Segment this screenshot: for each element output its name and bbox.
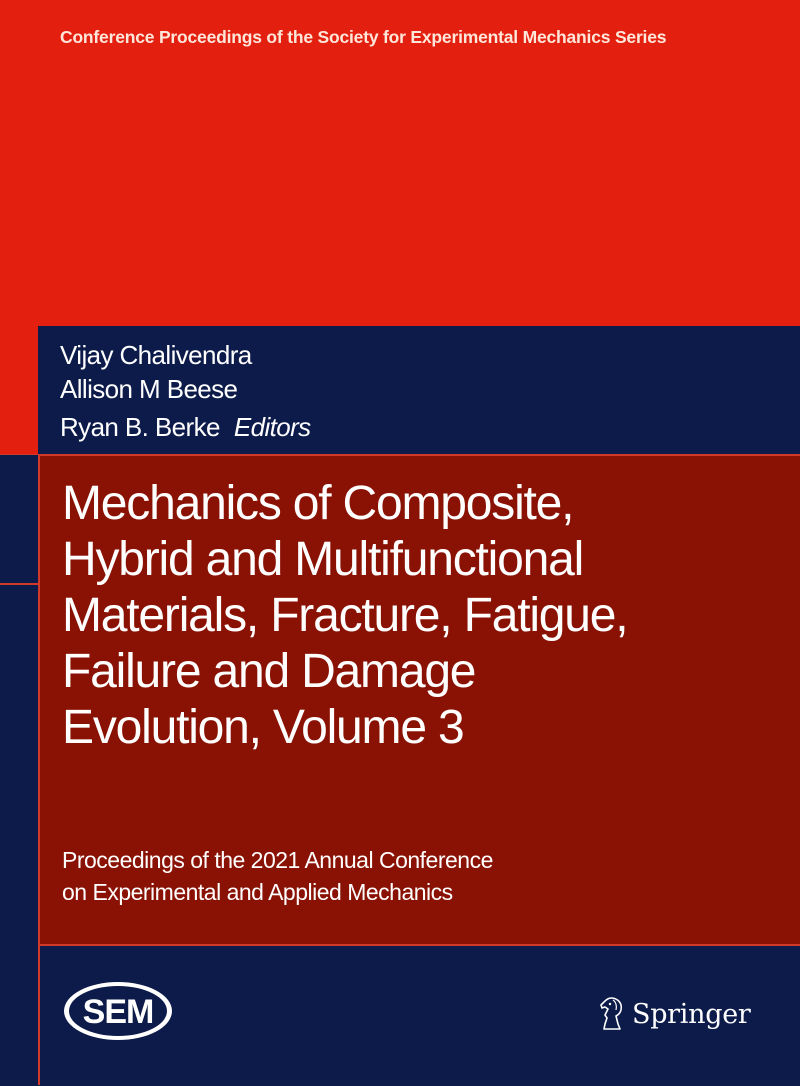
title-block <box>38 454 800 946</box>
editor-name-3-text: Ryan B. Berke <box>60 412 220 442</box>
sem-logo <box>62 980 174 1042</box>
book-title-line-3: Materials, Fracture, Fatigue, <box>62 589 628 642</box>
book-subtitle-line-1: Proceedings of the 2021 Annual Conference <box>62 847 493 873</box>
book-subtitle <box>62 844 493 908</box>
left-strip-rule <box>0 583 38 585</box>
editor-name-3 <box>60 412 311 443</box>
top-red-band <box>0 0 800 326</box>
sem-logo-text: SEM <box>82 993 154 1031</box>
publisher-name: Springer <box>632 998 751 1030</box>
springer-logo <box>596 992 750 1036</box>
chess-knight-icon <box>596 996 626 1032</box>
editor-name-1: Vijay Chalivendra <box>60 340 252 370</box>
book-subtitle-line-2: on Experimental and Applied Mechanics <box>62 879 453 905</box>
editor-name-2: Allison M Beese <box>60 374 238 404</box>
book-title <box>62 476 627 756</box>
book-title-line-2: Hybrid and Multifunctional <box>62 533 584 586</box>
editors-band <box>38 326 800 454</box>
series-title: Conference Proceedings of the Society for Experimental Mechanics Series <box>60 27 667 47</box>
book-title-line-1: Mechanics of Composite, <box>62 477 574 530</box>
editors-label: Editors <box>233 412 311 442</box>
top-left-red-strip <box>0 326 38 454</box>
left-navy-strip <box>0 454 38 1086</box>
book-title-line-4: Failure and Damage <box>62 645 476 698</box>
book-title-line-5: Evolution, Volume 3 <box>62 701 464 754</box>
